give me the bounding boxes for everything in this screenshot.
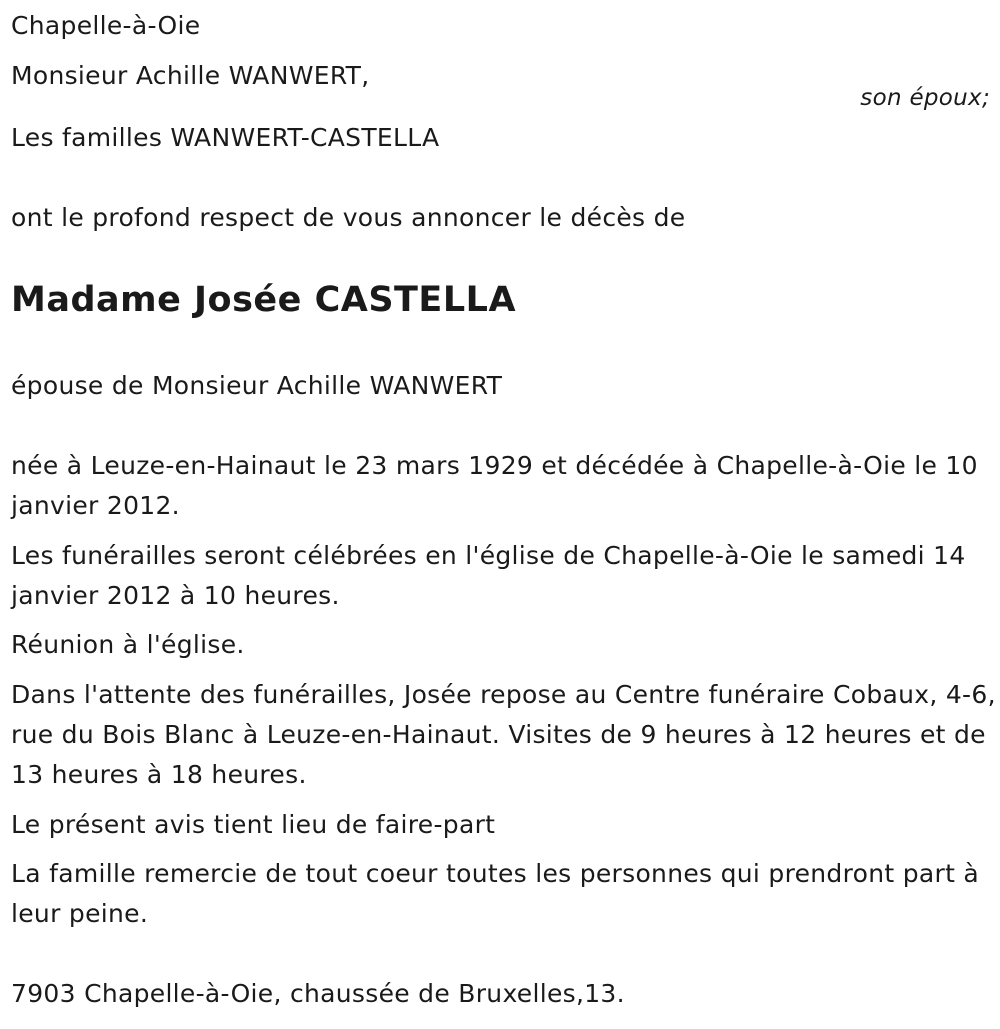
families-line: Les familles WANWERT-CASTELLA [11, 123, 440, 152]
notice-line: Le présent avis tient lieu de faire-part [11, 810, 496, 839]
place-header: Chapelle-à-Oie [11, 11, 201, 40]
deceased-name: Madame Josée CASTELLA [11, 280, 517, 320]
announcement-line: ont le profond respect de vous annoncer le décès de [11, 203, 686, 232]
rest-paragraph: Dans l'attente des funérailles, Josée repose au Centre funéraire Cobaux, 4-6, rue du Bois Blanc à Leuze-en-Hainaut. Visites de 9 heures à 12 heures et de 13 heures à 18 heures. [11, 680, 996, 789]
spouse-line: Monsieur Achille WANWERT, [11, 61, 370, 90]
funeral-paragraph: Les funérailles seront célébrées en l'église de Chapelle-à-Oie le samedi 14 janvier 2012 à 10 heures. [11, 541, 966, 610]
meeting-line: Réunion à l'église. [11, 630, 245, 659]
thanks-paragraph: La famille remercie de tout coeur toutes les personnes qui prendront part à leur peine. [11, 859, 980, 928]
birth-death-paragraph: née à Leuze-en-Hainaut le 23 mars 1929 et décédée à Chapelle-à-Oie le 10 janvier 2012. [11, 451, 978, 520]
address-line: 7903 Chapelle-à-Oie, chaussée de Bruxelles,13. [11, 979, 625, 1008]
spouse-of-line: épouse de Monsieur Achille WANWERT [11, 371, 503, 400]
spouse-relation: son époux; [860, 85, 990, 111]
